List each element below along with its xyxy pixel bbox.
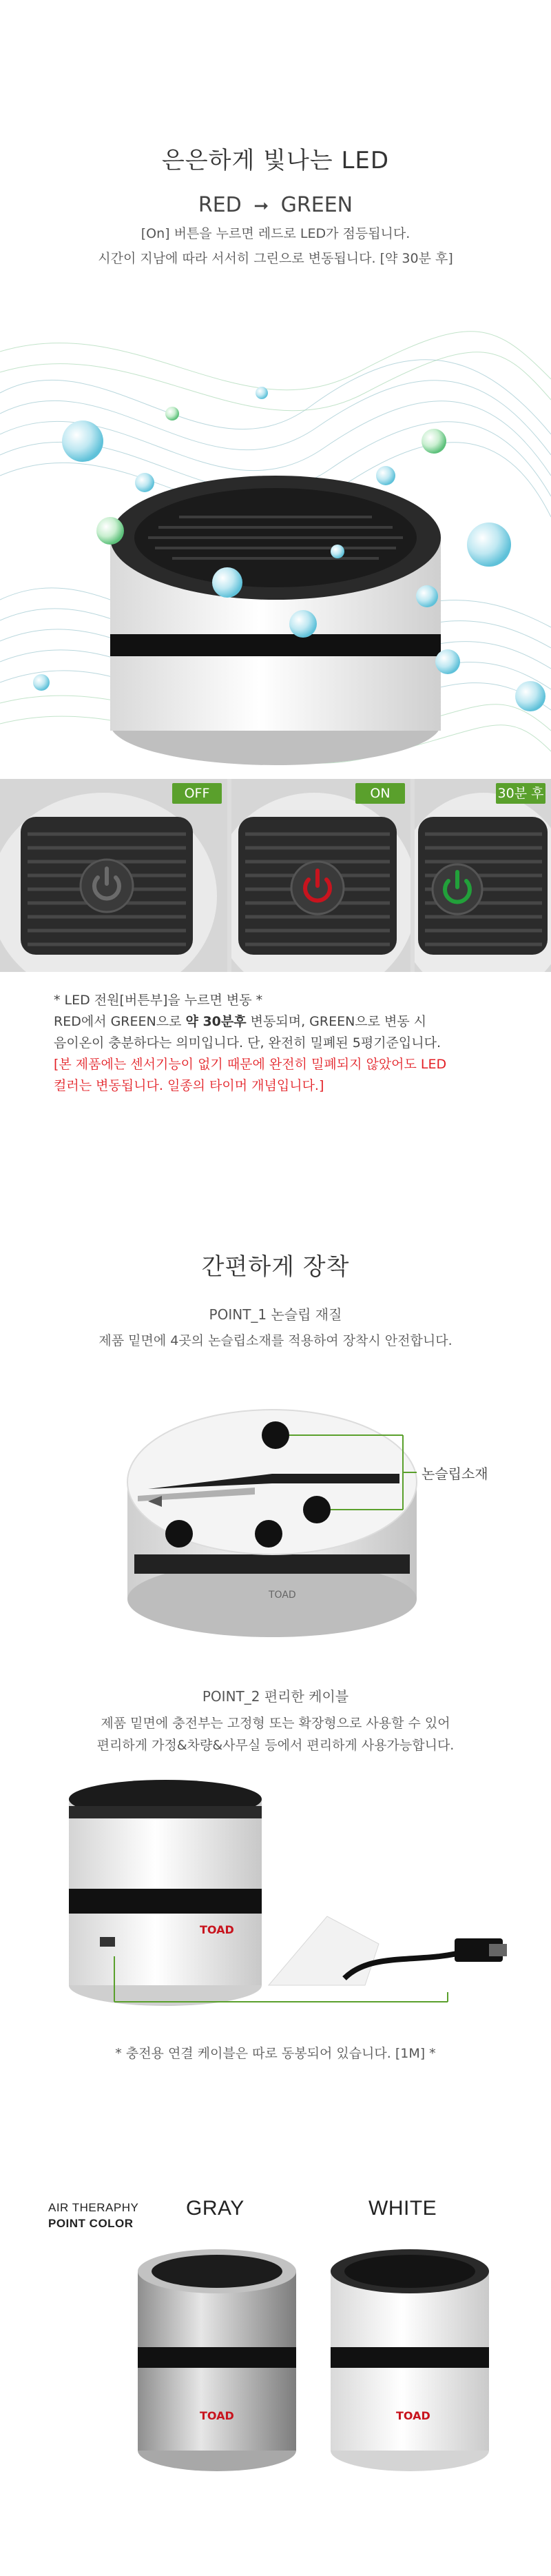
led-notes bbox=[54, 990, 522, 1097]
panel-tag-on: ON bbox=[355, 783, 405, 804]
note-line2: RED에서 GREEN으로 약 30분후 변동되며, GREEN으로 변동 시 bbox=[54, 1014, 427, 1029]
led-color-transition bbox=[0, 193, 551, 217]
color-head-line2: POINT COLOR bbox=[48, 2217, 134, 2230]
device-logo: TOAD bbox=[200, 1923, 234, 1936]
color-from-label: RED bbox=[198, 193, 242, 217]
led-panel-off bbox=[0, 779, 227, 972]
note-line1: * LED 전원[버튼부]을 누르면 변동 * bbox=[54, 993, 263, 1008]
panel-tag-off: OFF bbox=[172, 783, 222, 804]
nonslip-callout-label: 논슬립소재 bbox=[422, 1466, 488, 1482]
note-warning-line2: 컬러는 변동됩니다. 일종의 타이머 개념입니다.] bbox=[54, 1078, 324, 1093]
led-desc-line1: [On] 버튼을 누르면 레드로 LED가 점등됩니다. bbox=[141, 226, 410, 241]
arrow-right-icon: ➞ bbox=[253, 196, 269, 216]
panel-tag-30min: 30분 후 bbox=[496, 783, 545, 804]
cable-callout-line bbox=[0, 1916, 551, 2020]
point1-title: POINT_1 논슬립 재질 bbox=[209, 1306, 342, 1323]
cable-note: * 충전용 연결 케이블은 따로 동봉되어 있습니다. [1M] * bbox=[115, 2046, 436, 2061]
led-desc-line2: 시간이 지남에 따라 서서히 그린으로 변동됩니다. [약 30분 후] bbox=[98, 251, 453, 266]
color-white-label: WHITE bbox=[368, 2197, 437, 2220]
led-section-title: 은은하게 빛나는 LED bbox=[161, 147, 390, 174]
gray-device-image bbox=[131, 2244, 303, 2485]
point2-title: POINT_2 편리한 케이블 bbox=[202, 1688, 349, 1705]
bottom-label: TOAD bbox=[269, 1590, 296, 1601]
led-panel-30min bbox=[415, 779, 551, 972]
note-line3: 음이온이 충분하다는 의미입니다. 단, 완전히 밀폐된 5평기준입니다. bbox=[54, 1035, 441, 1051]
color-head-line1: AIR THERAPHY bbox=[48, 2201, 139, 2214]
install-section-title: 간편하게 장착 bbox=[201, 1253, 350, 1281]
point1-desc: 제품 밑면에 4곳의 논슬립소재를 적용하여 장착시 안전합니다. bbox=[98, 1333, 453, 1348]
white-device-image bbox=[324, 2244, 496, 2485]
led-panel-on bbox=[231, 779, 410, 972]
point2-desc-line2: 편리하게 가정&차량&사무실 등에서 편리하게 사용가능합니다. bbox=[96, 1738, 455, 1753]
wave-bubble-illustration bbox=[0, 310, 551, 776]
note-warning-line1: [본 제품에는 센서기능이 없기 때문에 완전히 밀폐되지 않았어도 LED bbox=[54, 1057, 447, 1072]
hero-illustration bbox=[0, 310, 551, 776]
color-gray-label: GRAY bbox=[186, 2197, 245, 2220]
point2-desc-line1: 제품 밑면에 충전부는 고정형 또는 확장형으로 사용할 수 있어 bbox=[101, 1716, 450, 1731]
led-state-panels bbox=[0, 779, 551, 972]
gray-logo: TOAD bbox=[200, 2409, 234, 2422]
color-to-label: GREEN bbox=[280, 193, 353, 217]
white-logo: TOAD bbox=[396, 2409, 430, 2422]
